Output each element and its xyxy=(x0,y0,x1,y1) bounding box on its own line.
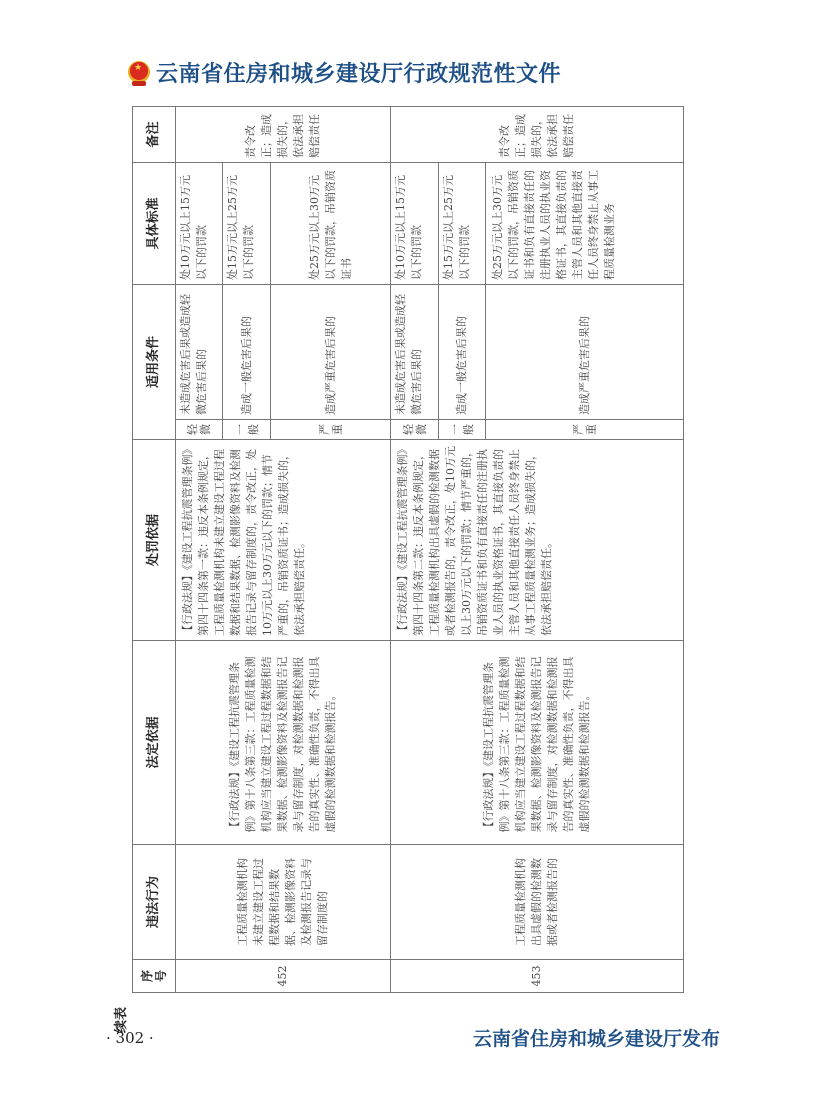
table-header-row xyxy=(133,106,176,992)
row-remarks xyxy=(391,106,684,162)
table-row xyxy=(391,106,439,992)
row-condition: 造成严重危害后果的 xyxy=(271,284,391,419)
publisher: 云南省住房和城乡建设厅发布 xyxy=(472,1028,720,1050)
row-standard: 处10万元以上15万元以下的罚款 xyxy=(391,162,439,284)
page-number: · 302 · xyxy=(106,1029,154,1047)
row-level: 一般 xyxy=(439,420,486,440)
row-level: 严重 xyxy=(271,420,391,440)
continued-label: 续表 xyxy=(114,1006,129,1033)
row-condition: 造成严重危害后果的 xyxy=(486,284,684,419)
penalty-table xyxy=(132,106,684,993)
row-level: 严重 xyxy=(486,420,684,440)
row-legal-basis xyxy=(176,641,391,845)
row-condition: 造成一般危害后果的 xyxy=(223,284,271,419)
row-behavior-text: 工程质量检测机构出具虚假的检测数据或者检测报告的 xyxy=(514,858,559,946)
row-penalty-basis: 【行政法规】《建设工程抗震管理条例》第四十四条第一款：违反本条例规定，工程质量检测机构未建立建设工程过程数据和结果数据、检测影像资料及检测报告记录与留存制度的，责令改正，处10万元以上30万元以下的罚款；情节严重的，吊销资质证书；造成损失的，依法承担赔偿责任。 xyxy=(176,440,391,641)
header-behavior: 违法行为 xyxy=(133,845,176,960)
header-conditions: 适用条件 xyxy=(133,284,176,439)
row-standard: 处25万元以上30万元以下的罚款，吊销资质证书 xyxy=(271,162,391,284)
row-no: 452 xyxy=(176,960,391,993)
penalty-table-rotated xyxy=(114,107,683,1033)
header-legal-basis: 法定依据 xyxy=(133,641,176,845)
header-remarks: 备注 xyxy=(133,106,176,162)
table-row xyxy=(176,106,223,992)
row-legal-basis xyxy=(391,641,684,845)
header-standard: 具体标准 xyxy=(133,162,176,284)
row-behavior-text: 工程质量检测机构未建立建设工程过程数据和结果数据、检测影像资料及检测报告记录与留存制度的 xyxy=(236,858,329,946)
row-condition: 未造成危害后果或造成轻微危害后果的 xyxy=(176,284,223,419)
header-title: 云南省住房和城乡建设厅行政规范性文件 xyxy=(156,61,562,87)
national-emblem-icon: ★ xyxy=(128,61,150,83)
row-penalty-basis: 【行政法规】《建设工程抗震管理条例》第四十四条第二款：违反本条例规定，工程质量检测机构出具虚假的检测数据或者检测报告的，责令改正，处10万元以上30万元以下的罚款；情节严重的，吊销资质证书和负有直接责任的注册执业人员的执业资格证书，其直接负责的主管人员和其他直接责任人员终身禁止从事工程质量检测业务；造成损失的，依法承担赔偿责任。 xyxy=(391,440,684,641)
row-standard: 处15万元以上25万元以下的罚款 xyxy=(223,162,271,284)
row-standard: 处10万元以上15万元以下的罚款 xyxy=(176,162,223,284)
row-standard: 处25万元以上30万元以下的罚款，吊销资质证书和负有直接责任的注册执业人员的执业资格证书，其直接负责的主管人员和其他直接责任人员终身禁止从事工程质量检测业务 xyxy=(486,162,684,284)
row-legal-basis-text: 【行政法规】《建设工程抗震管理条例》第十八条第三款：工程质量检测机构应当建立建设工程过程数据和结果数据、检测影像资料及检测报告记录与留存制度，对检测数据和检测报告的真实性、准确性负责，不得出具虚假的检测数据和检测报告。 xyxy=(228,656,337,833)
row-level: 轻微 xyxy=(176,420,223,440)
page-header xyxy=(128,54,561,90)
row-no: 453 xyxy=(391,960,684,993)
row-remarks-text: 责令改正；造成损失的，依法承担赔偿责任 xyxy=(244,113,321,158)
row-standard: 处15万元以上25万元以下的罚款 xyxy=(439,162,486,284)
row-behavior xyxy=(391,845,684,960)
row-remarks xyxy=(176,106,391,162)
row-level: 轻微 xyxy=(391,420,439,440)
row-behavior xyxy=(176,845,391,960)
row-remarks-text: 责令改正；造成损失的，依法承担赔偿责任 xyxy=(498,113,575,158)
row-condition: 未造成危害后果或造成轻微危害后果的 xyxy=(391,284,439,419)
header-no: 序号 xyxy=(133,960,176,993)
row-level: 一般 xyxy=(223,420,271,440)
header-penalty-basis: 处罚依据 xyxy=(133,440,176,641)
row-condition: 造成一般危害后果的 xyxy=(439,284,486,419)
row-legal-basis-text: 【行政法规】《建设工程抗震管理条例》第十八条第三款：工程质量检测机构应当建立建设工程过程数据和结果数据、检测影像资料及检测报告记录与留存制度，对检测数据和检测报告的真实性、准确性负责，不得出具虚假的检测数据和检测报告。 xyxy=(482,656,591,833)
